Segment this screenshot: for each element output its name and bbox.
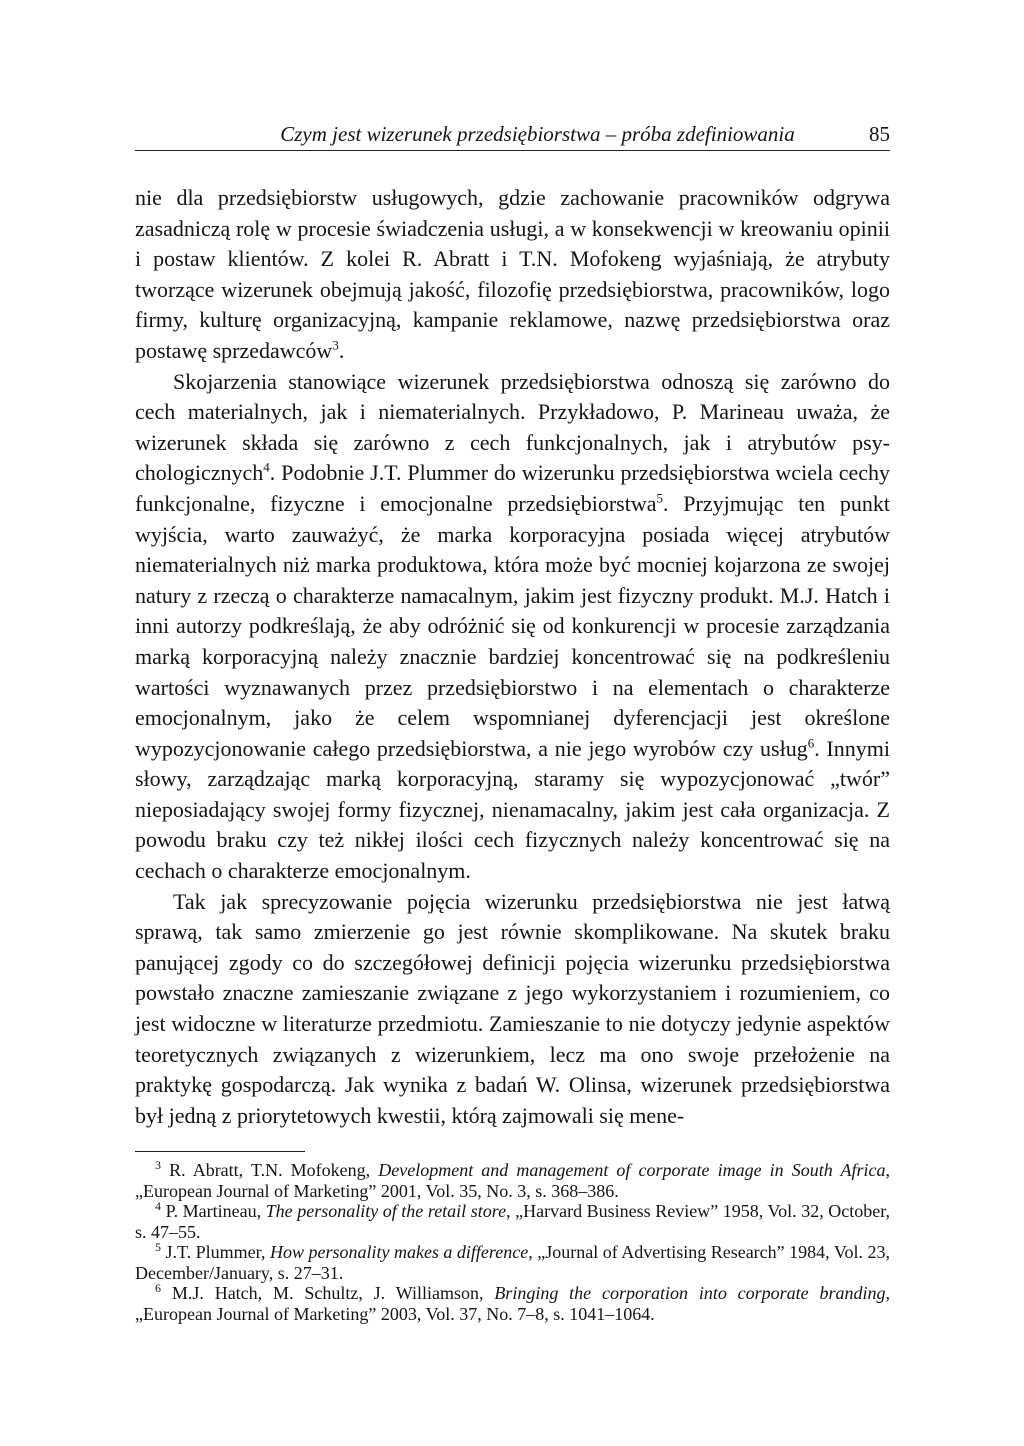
footnote: [135, 1201, 890, 1242]
paragraph-3: Tak jak sprecyzowanie pojęcia wizerunku przedsiębiorstwa nie jest łatwą sprawą, tak samo zmierzenie go jest równie skomplikowane. Na skutek braku panującej zgody co do szczegółowej definicji pojęcia wizerunku przedsiębiorstwa powstało znaczne zamieszanie związane z jego wykorzystaniem i rozumieniem, co jest widoczne w literaturze przedmiotu. Zamieszanie to nie dotyczy jedynie aspektów teoretycznych związanych z wizerunkiem, lecz ma ono swoje przełożenie na praktykę gospodarczą. Jak wynika z badań W. Olinsa, wizerunek przedsiębiorstwa był jedną z priorytetowych kwestii, którą zajmowali się mene-: [135, 888, 890, 1128]
footnote-author: P. Martineau,: [165, 1201, 266, 1222]
footnote-source: , „European Journal of Marketing” 2003, Vol. 37, No. 7–8, s. 1041–1064.: [135, 1283, 890, 1324]
footnote-title: How personality makes a difference: [269, 1242, 529, 1263]
footnote-number: 4: [155, 1199, 161, 1214]
text-run: Skojarzenia stanowiące wizerunek przedsiębiorstwa odnoszą się zarówno do cech materialnych, jak i niematerialnych. Przykładowo, P. Marineau uważa, że wizerunek składa się zarówno z cech funkcjonalnych, jak i atrybutów psychologicznych: [135, 368, 890, 486]
footnote-source: , „European Journal of Marketing” 2001, Vol. 35, No. 3, s. 368–386.: [135, 1160, 890, 1201]
footnote: [135, 1242, 890, 1283]
footnote-ref: 6: [807, 735, 815, 751]
footnote-title: The personality of the retail store: [265, 1201, 507, 1222]
book-page: [135, 120, 890, 1324]
text-run: nie dla przedsiębiorstw usługowych, gdzie zachowanie pracowników odgrywa zasadniczą rolę w procesie świadczenia usługi, a w konsekwencji w kreowaniu opinii i postaw klientów. Z kolei R. Abratt i T.N. Mofokeng wyjaśniają, że atrybuty tworzące wizerunek obejmują jakość, filozofię przedsiębiorstwa, pracowników, logo firmy, kulturę organizacyjną, kampanie reklamowe, nazwę przedsiębiorstwa oraz postawę sprzedawców: [135, 185, 890, 363]
footnote-title: Bringing the corporation into corporate branding: [494, 1283, 886, 1304]
text-run: . Innymi słowy, zarządzając marką korporacyjną, staramy się wypozycjonować „twór” nieposiadający swojej formy fizycznej, nienamacalny, jakim jest cała organizacja. Z powodu braku czy też nikłej ilości cech fizycznych należy koncentrować się na cechach o charakterze emocjonalnym.: [135, 735, 890, 884]
footnote: [135, 1160, 890, 1201]
footnote: [135, 1283, 890, 1324]
footnotes: [135, 1160, 890, 1324]
text-run: .: [338, 337, 345, 363]
footnote-title: Development and management of corporate image in South Africa: [378, 1160, 886, 1181]
running-header: [135, 120, 890, 151]
text-run: . Przyjmując ten punkt wyjścia, warto zauważyć, że marka korporacyjna posiada więcej atrybutów niematerialnych niż marka produktowa, która może być mocniej kojarzona ze swojej natury z rzeczą o charakterze namacalnym, jakim jest fizyczny produkt. M.J. Hatch i inni autorzy podkreślają, że aby odróżnić się od konkurencji w procesie zarządzania marką korporacyjną należy znacznie bardziej koncentrować się na podkreśleniu wartości wyznawanych przez przedsiębiorstwo i na elementach o charakterze emocjonalnym, jako że celem wspomnianej dyferencjacji jest określone wypozycjonowanie całego przedsiębiorstwa, a nie jego wyrobów czy usług: [135, 490, 890, 761]
footnote-number: 5: [155, 1240, 161, 1255]
page-number: 85: [869, 122, 890, 146]
footnote-ref: 3: [332, 337, 339, 353]
footnote-ref: 4: [263, 460, 270, 476]
paragraph-2: [135, 367, 890, 887]
paragraph-1: [135, 183, 890, 367]
footnote-author: M.J. Hatch, M. Schultz, J. Williamson,: [171, 1283, 495, 1304]
footnote-author: R. Abratt, T.N. Mofokeng,: [169, 1160, 379, 1181]
footnote-source: , „Journal of Advertising Research” 1984, Vol. 23, December/January, s. 27–31.: [135, 1242, 891, 1283]
body-text: [135, 183, 890, 1131]
footnote-separator: [135, 1151, 305, 1152]
footnote-number: 3: [155, 1158, 161, 1173]
footnote-number: 6: [155, 1281, 161, 1296]
running-title: Czym jest wizerunek przedsiębiorstwa – próba zdefiniowania: [280, 122, 795, 146]
text-run: . Podobnie J.T. Plummer do wizerunku przedsiębiorstwa wciela cechy funkcjonalne, fizyczne i emocjonalne przedsiębiorstwa: [135, 460, 890, 516]
footnote-ref: 5: [656, 490, 663, 506]
footnote-author: J.T. Plummer,: [165, 1242, 270, 1263]
footnote-source: , „Harvard Business Review” 1958, Vol. 32, October, s. 47–55.: [135, 1201, 891, 1242]
